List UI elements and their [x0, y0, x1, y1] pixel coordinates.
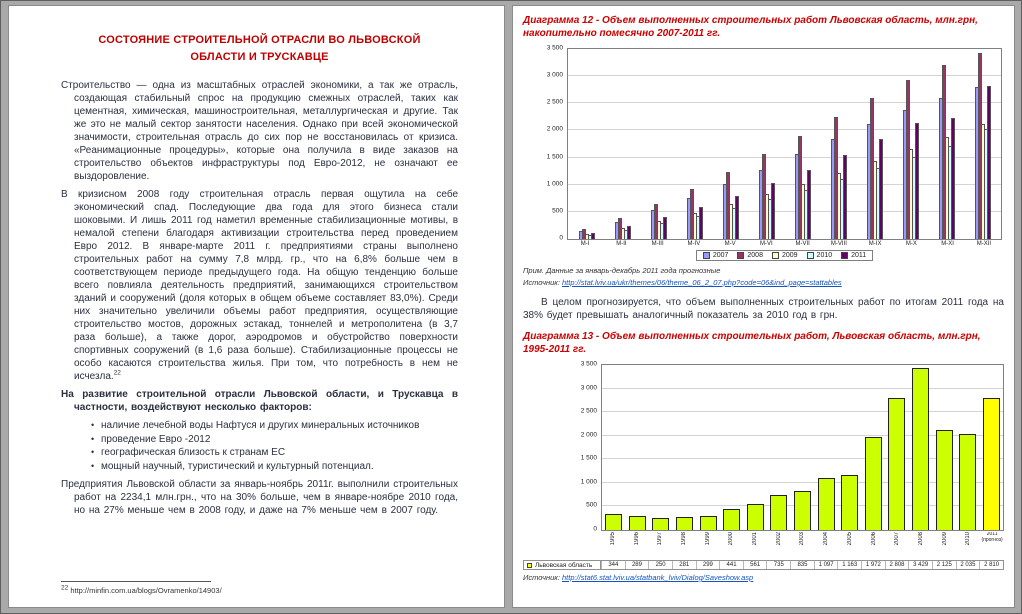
- bar: [747, 504, 764, 530]
- table-value: 2 125: [932, 561, 956, 569]
- table-value: 441: [719, 561, 743, 569]
- chart-axis-row: [539, 44, 1002, 242]
- diagram13-source-link[interactable]: http://stat6.stat.lviv.ua/statbank_lviv/Dialog/Saveshow.asp: [562, 573, 754, 582]
- y-tick-label: 1 000: [580, 478, 597, 486]
- bar: [605, 514, 622, 530]
- bar-column: [980, 365, 1004, 530]
- x-tick-text: 2004: [823, 532, 830, 546]
- x-tick-label: [767, 532, 791, 559]
- x-tick-label: М-IV: [687, 241, 701, 247]
- table-value: 3 429: [908, 561, 932, 569]
- plot-area: [567, 48, 1002, 240]
- legend-swatch: [807, 252, 814, 259]
- source-label: Источник:: [523, 573, 563, 582]
- bar-group: [784, 49, 820, 239]
- x-tick-label: [720, 532, 744, 559]
- page-title: СОСТОЯНИЕ СТРОИТЕЛЬНОЙ ОТРАСЛИ ВО ЛЬВОВСКОЙ ОБЛАСТИ И ТРУСКАВЦЕ: [98, 34, 421, 63]
- table-value: 344: [601, 561, 625, 569]
- diagram12-title-text: - Объем выполненных строительных работ Львовская область, млн.грн, накопительно помесячно 2007-2011 гг.: [523, 15, 978, 39]
- legend-swatch: [737, 252, 744, 259]
- x-tick-label: [838, 532, 862, 559]
- bar-group: [929, 49, 965, 239]
- bar-group: [821, 49, 857, 239]
- bar: [699, 207, 703, 239]
- factors-list: [91, 419, 458, 473]
- bar: [983, 398, 1000, 530]
- bar-column: [838, 365, 862, 530]
- y-tick-label: 1 500: [580, 454, 597, 462]
- bar-group: [604, 49, 640, 239]
- y-tick-label: 1 500: [546, 153, 563, 161]
- x-tick-text: 2002: [775, 532, 782, 546]
- paragraph-crisis-text: В кризисном 2008 году строительная отрасль первая ощутила на себе экономический спад. Последующие два года для этого бизнеса стали шоковыми. И лишь 2011 год наметил временные стабилизационные мотивы, в немалой степени благодаря активизации строительства перед проведением Евро 2012. В январе-марте 2011 г. предприятиями страны выполнено строительных работ на сумму 7,8 млрд. гр., что на 6,8% больше чем в соответствующем периоде предыдущего года. На общую тенденцию больше всего повлияла деятельность предприятий, занимающихся строительством зданий и сооружений (доля которых в общем объеме составляет 83,0%). Среди них значительно увеличили объемы работ предприятия, осуществляющие строительство мостов, дорожных эстакад, тоннелей и метрополитена (в 3,7 раза больше), а также дорог, аэродромов и обустройство поверхности спортивных сооружений (в 1,6 раза больше). Стабилизационные процессы не особо касаются строительства жилья. При том, что потребность в нем не исчезла.: [61, 189, 458, 382]
- bar-column: [649, 365, 673, 530]
- x-tick-label: М-II: [616, 241, 627, 247]
- legend-swatch: [772, 252, 779, 259]
- diagram13-title: [523, 330, 1004, 356]
- x-tick-label: [625, 532, 649, 559]
- paragraph-crisis: [61, 188, 458, 383]
- table-value: 2 808: [885, 561, 909, 569]
- x-tick-text: 1997: [657, 532, 664, 546]
- bar: [951, 118, 955, 239]
- x-tick-text: 1999: [704, 532, 711, 546]
- bar-column: [602, 365, 626, 530]
- x-tick-label: М-I: [580, 241, 590, 247]
- bar: [912, 368, 929, 530]
- x-tick-label: [648, 532, 672, 559]
- y-tick-label: 2 500: [546, 98, 563, 106]
- table-series-name: Львовская область: [535, 561, 593, 569]
- bar-column: [673, 365, 697, 530]
- x-tick-text: 1995: [609, 532, 616, 546]
- footnote: [61, 586, 458, 595]
- x-tick-label: [862, 532, 886, 559]
- table-values: [601, 560, 1004, 570]
- x-tick-label: М-IX: [868, 241, 882, 247]
- bar-group: [965, 49, 1001, 239]
- diagram13-chart: [523, 360, 1004, 570]
- diagram13-title-text: - Объем выполненных строительных работ, Львовская область, млн.грн, 1995-2011 гг.: [523, 331, 981, 355]
- x-tick-text: 2008: [917, 532, 924, 546]
- legend-swatch: [527, 563, 532, 568]
- plot-area: [601, 364, 1004, 531]
- bar: [879, 139, 883, 239]
- chart-legend-row: [539, 250, 1002, 261]
- diagram12-chart: [539, 44, 1002, 261]
- legend-label: 2008: [747, 252, 763, 259]
- x-tick-text: 2011 (прогноз): [981, 532, 1003, 543]
- bar: [652, 518, 669, 530]
- y-tick-label: 2 500: [580, 407, 597, 415]
- paragraph-factors-heading: На развитие строительной отрасли Львовской области, и Трускавца в частности, воздействуют несколько факторов:: [61, 389, 458, 413]
- y-tick-label: 2 000: [546, 125, 563, 133]
- legend-swatch: [841, 252, 848, 259]
- source-label: Источник:: [523, 278, 563, 287]
- bar: [959, 434, 976, 530]
- legend-item: [703, 252, 729, 259]
- bar: [663, 217, 667, 239]
- x-tick-text: 2003: [799, 532, 806, 546]
- x-tick-text: 1998: [680, 532, 687, 546]
- x-tick-label: [885, 532, 909, 559]
- legend-item: [737, 252, 763, 259]
- table-value: 289: [625, 561, 649, 569]
- diagram12-title: [523, 14, 1004, 40]
- list-item: • проведение Евро -2012: [91, 433, 458, 447]
- list-item: • географическая близость к странам ЕС: [91, 446, 458, 460]
- x-tick-label: [933, 532, 957, 559]
- diagram13-label: Диаграмма 13: [523, 331, 594, 342]
- bar: [771, 183, 775, 239]
- data-table-row: [523, 560, 1004, 570]
- y-tick-label: 1 000: [546, 180, 563, 188]
- bar-group: [712, 49, 748, 239]
- table-value: 281: [672, 561, 696, 569]
- x-tick-text: 1996: [633, 532, 640, 546]
- list-item: • наличие лечебной воды Нафтуся и других минеральных источников: [91, 419, 458, 433]
- bar: [888, 398, 905, 530]
- x-tick-label: М-VIII: [830, 241, 847, 247]
- legend-item: [807, 252, 833, 259]
- bar-group: [568, 49, 604, 239]
- bar-group: [640, 49, 676, 239]
- bar: [700, 516, 717, 530]
- table-legend-cell: [523, 560, 601, 570]
- bar: [629, 516, 646, 530]
- legend-label: 2010: [816, 252, 833, 259]
- bar: [676, 517, 693, 530]
- y-tick-label: 0: [593, 525, 597, 533]
- y-tick-label: 3 500: [580, 360, 597, 368]
- x-tick-label: М-VI: [760, 241, 773, 247]
- diagram12-note: Прим. Данные за январь-декабрь 2011 года прогнозные: [523, 266, 721, 275]
- x-tick-label: [957, 532, 981, 559]
- table-value: 2 035: [956, 561, 980, 569]
- x-tick-text: 2000: [728, 532, 735, 546]
- legend-label: 2007: [712, 252, 729, 259]
- bar-groups: [568, 49, 1001, 239]
- footnote-marker: 22: [61, 584, 69, 592]
- table-value: 299: [696, 561, 720, 569]
- bar: [818, 478, 835, 530]
- bar: [936, 430, 953, 530]
- bar: [843, 155, 847, 239]
- x-tick-text: 2009: [941, 532, 948, 546]
- paragraph-results: Предприятия Львовской области за январь-ноябрь 2011г. выполнили строительных работ на 2234,1 млн.грн., что на 30% больше, чем в январе-ноябре 2010 года, но на 27% меньше чем в 2008 году, и даже на 7% меньше чем в 2007 году.: [61, 479, 458, 516]
- x-tick-label: [980, 532, 1004, 559]
- footnote-link[interactable]: http://minfin.com.ua/blogs/Ovramenko/14903/: [70, 586, 222, 595]
- diagram12-label: Диаграмма 12: [523, 15, 594, 26]
- list-item: • мощный научный, туристический и культурный потенциал.: [91, 460, 458, 474]
- page-whitespace: [61, 522, 458, 581]
- legend-swatch: [703, 252, 710, 259]
- table-value: 2 810: [979, 561, 1003, 569]
- y-axis: [523, 360, 601, 533]
- legend-label: 2009: [781, 252, 798, 259]
- x-tick-text: 2006: [870, 532, 877, 546]
- y-axis: [539, 44, 567, 242]
- y-tick-label: 3 000: [580, 384, 597, 392]
- x-tick-label: М-X: [905, 241, 917, 247]
- x-tick-label: [791, 532, 815, 559]
- x-tick-label: М-V: [724, 241, 736, 247]
- bar-column: [885, 365, 909, 530]
- bar: [591, 233, 595, 239]
- diagram12-source-link[interactable]: http://stat.lviv.ua/ukr/themes/06/theme_06_2_07.php?code=06&ind_page=stattables: [562, 278, 842, 287]
- forecast-paragraph: В целом прогнозируется, что объем выполненных строительных работ по итогам 2011 года на 38% будет превышать аналогичный показатель за 2010 год в грн.: [523, 297, 1004, 321]
- table-value: 835: [790, 561, 814, 569]
- x-tick-label: [909, 532, 933, 559]
- x-tick-label: М-VII: [795, 241, 810, 247]
- page-right: [512, 5, 1015, 608]
- x-tick-text: 2010: [965, 532, 972, 546]
- x-tick-label: [696, 532, 720, 559]
- x-tick-label: [743, 532, 767, 559]
- bar-column: [626, 365, 650, 530]
- footnote-separator: [61, 581, 211, 582]
- page-left: [8, 5, 505, 608]
- x-tick-label: М-XII: [976, 241, 992, 247]
- bar-column: [862, 365, 886, 530]
- table-value: 1 163: [837, 561, 861, 569]
- bar-column: [720, 365, 744, 530]
- x-tick-text: 2007: [894, 532, 901, 546]
- table-value: 561: [743, 561, 767, 569]
- diagram12-source: [523, 278, 1004, 287]
- bar-group: [893, 49, 929, 239]
- x-tick-label: [672, 532, 696, 559]
- bar: [627, 226, 631, 239]
- y-tick-label: 3 000: [546, 71, 563, 79]
- bar-column: [814, 365, 838, 530]
- table-value: 250: [648, 561, 672, 569]
- x-tick-label: [814, 532, 838, 559]
- legend-item: [841, 252, 866, 259]
- bar: [807, 170, 811, 239]
- y-tick-label: 3 500: [546, 44, 563, 52]
- bar-column: [932, 365, 956, 530]
- bar: [987, 86, 991, 239]
- x-tick-text: 2005: [846, 532, 853, 546]
- chart-legend: [696, 250, 873, 261]
- x-tick-label: М-XI: [941, 241, 954, 247]
- diagram13-source: [523, 573, 1004, 582]
- bar-column: [956, 365, 980, 530]
- bar: [841, 475, 858, 530]
- x-labels-row: [523, 532, 1004, 559]
- table-value: 735: [766, 561, 790, 569]
- bar-group: [857, 49, 893, 239]
- bar-columns: [602, 365, 1003, 530]
- bar: [794, 491, 811, 530]
- x-tick-text: 2001: [752, 532, 759, 546]
- legend-item: [772, 252, 798, 259]
- bar: [865, 437, 882, 530]
- table-value: 1 972: [861, 561, 885, 569]
- chart-axis-row: [523, 360, 1004, 533]
- bar-column: [767, 365, 791, 530]
- legend-label: 2011: [851, 252, 867, 259]
- y-tick-label: 500: [552, 207, 563, 215]
- y-tick-label: 0: [559, 234, 563, 242]
- bar: [723, 509, 740, 530]
- y-tick-label: 500: [586, 501, 597, 509]
- bar-column: [791, 365, 815, 530]
- bar-column: [909, 365, 933, 530]
- footnote-reference: 22: [113, 369, 121, 377]
- bar-group: [676, 49, 712, 239]
- x-tick-label: [601, 532, 625, 559]
- bar-group: [748, 49, 784, 239]
- bar: [915, 123, 919, 239]
- bar: [735, 196, 739, 239]
- paragraph-intro: Строительство — одна из масштабных отраслей экономики, а так же отрасль, создающая стабильный спрос на продукцию смежных отраслей, таких как цементная, химическая, машиностроительная, металлургическая и другие. Так же это не малый сектор занятости населения. Однако при всей экономической значимости, строительная отрасль до сих пор не восстановилась от кризиса. «Реанимационные процедуры», которые она получила в виде заказов на строительство объектов инфраструктуры под Евро-2012, не означают ее выздоровление.: [61, 80, 458, 182]
- x-tick-label: М-III: [651, 241, 664, 247]
- bar: [770, 495, 787, 530]
- bar-column: [744, 365, 768, 530]
- table-value: 1 097: [814, 561, 838, 569]
- bar-column: [696, 365, 720, 530]
- y-tick-label: 2 000: [580, 431, 597, 439]
- x-labels-row: [539, 241, 1002, 247]
